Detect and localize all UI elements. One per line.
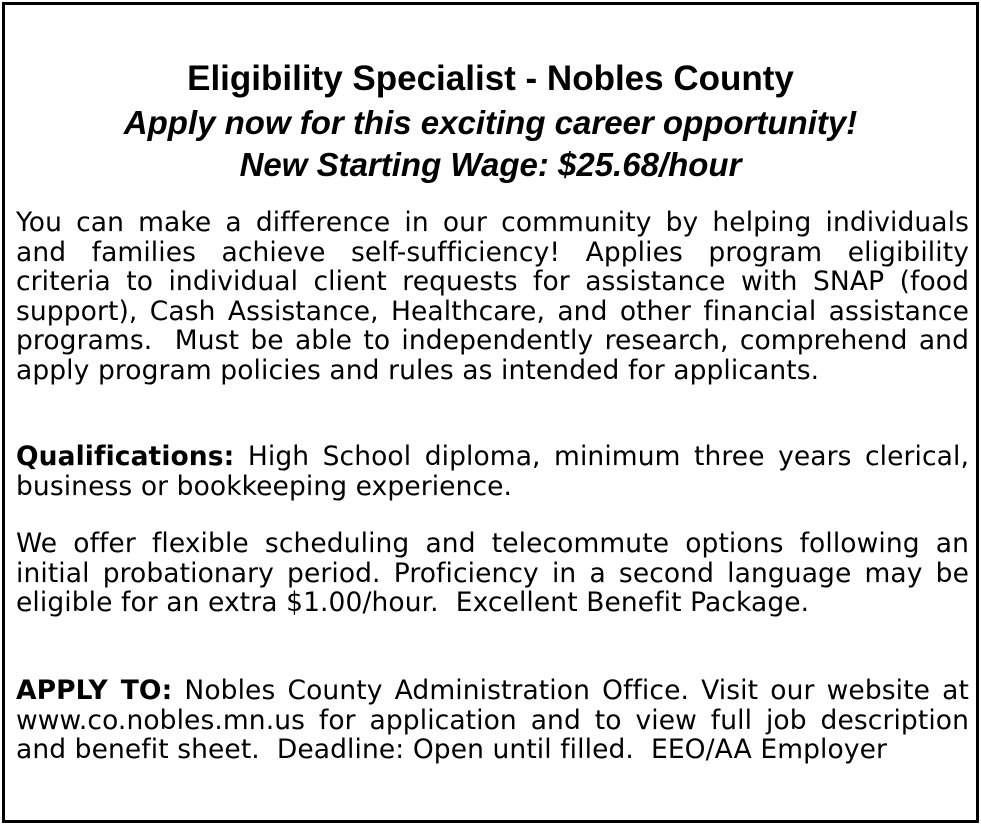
- apply-text: Nobles County Administration Office. Visit our website at www.co.nobles.mn.us for application and to view full job description and benefit sheet. Deadline: Open until filled. EEO/AA Employer: [16, 675, 969, 765]
- apply-paragraph: [16, 676, 969, 765]
- qualifications-label: Qualifications:: [16, 441, 235, 472]
- apply-label: APPLY TO:: [16, 675, 173, 706]
- offer-paragraph: We offer flexible scheduling and telecommute options following an initial probationary period. Proficiency in a second language may be eligible for an extra $1.00/hour. Excellent Benefit Package.: [16, 528, 969, 618]
- qualifications-text: High School diploma, minimum three years clerical, business or bookkeeping experience.: [16, 441, 969, 502]
- qualifications-paragraph: [16, 442, 969, 501]
- intro-paragraph: You can make a difference in our community by helping individuals and families achieve self-sufficiency! Applies program eligibility criteria to individual client requests for assistance with SNAP (food support), Cash Assistance, Healthcare, and other financial assistance programs. Must be able to independently research, comprehend and apply program policies and rules as intended for applicants.: [16, 207, 969, 386]
- ad-title: Eligibility Specialist - Nobles County: [187, 59, 794, 98]
- job-ad-box: [2, 2, 979, 823]
- ad-subtitle: Apply now for this exciting career opportunity!: [123, 104, 858, 141]
- starting-wage: New Starting Wage: $25.68/hour: [239, 146, 742, 183]
